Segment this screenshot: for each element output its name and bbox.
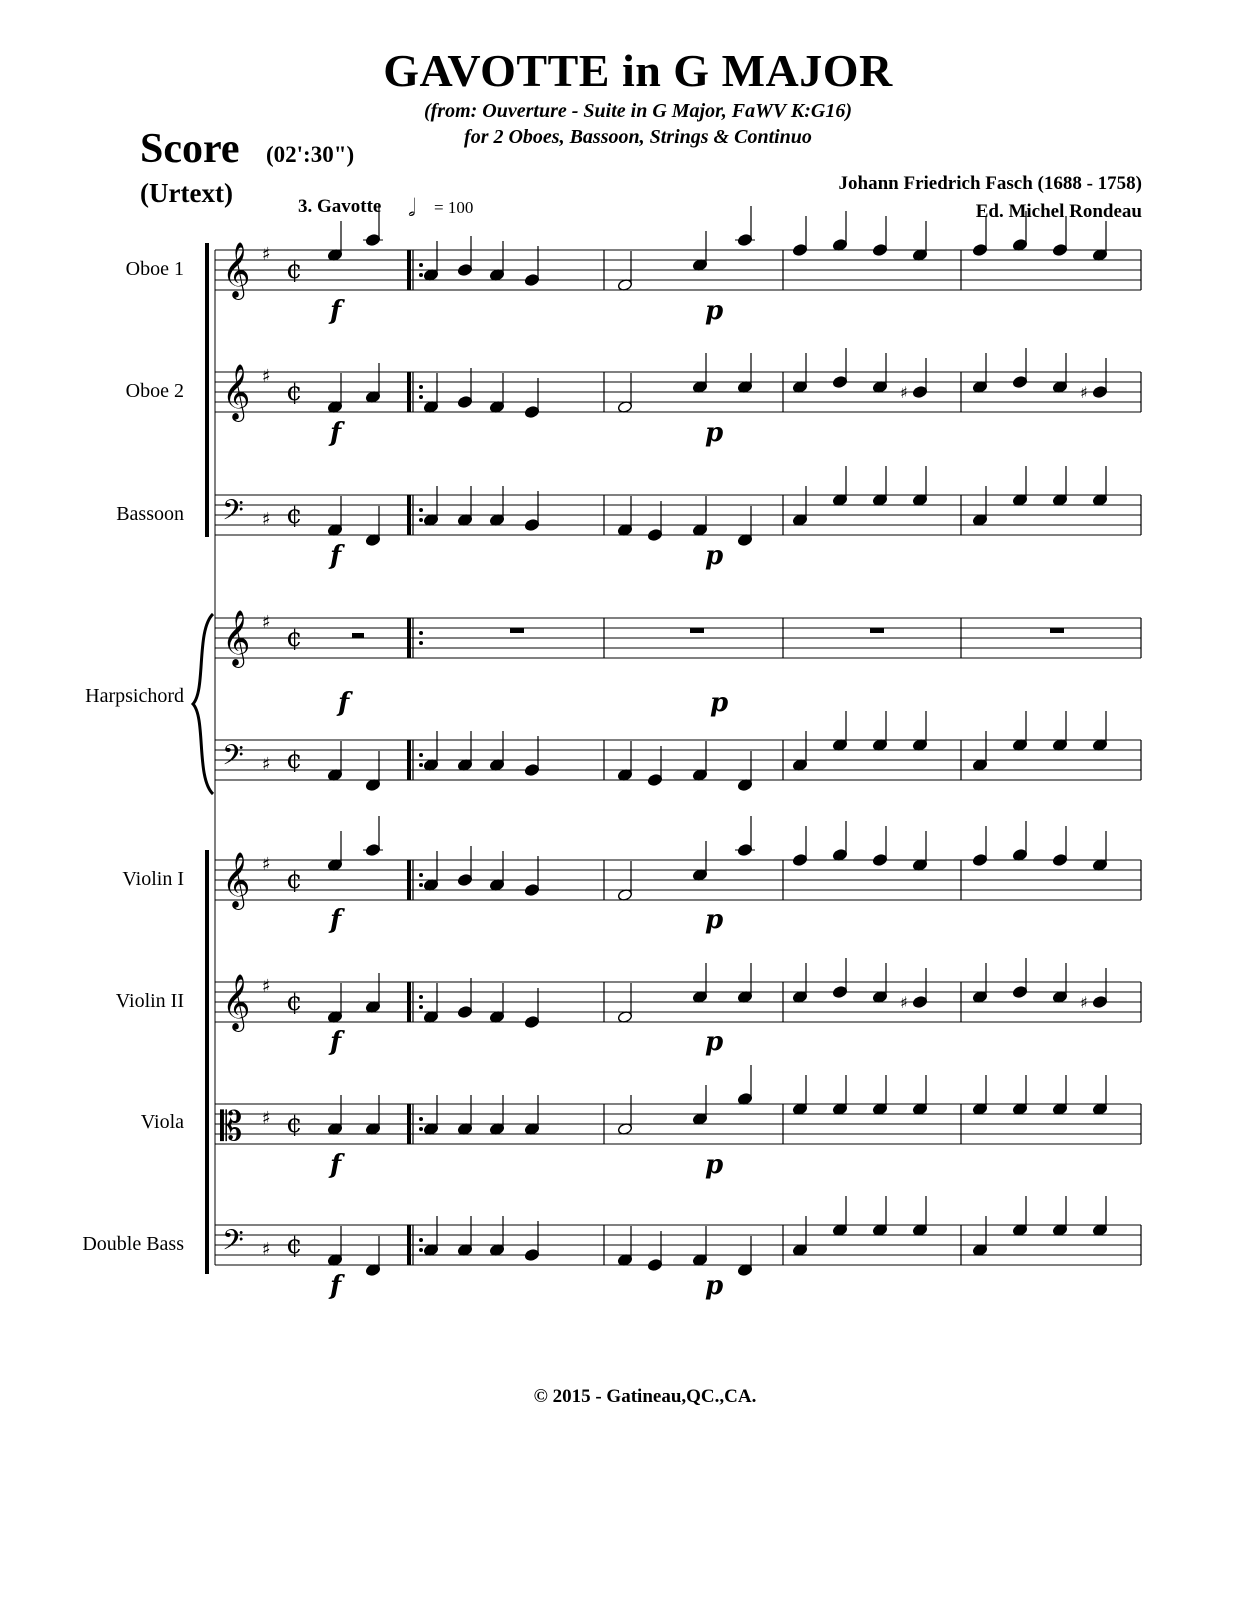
treble-clef-icon: 𝄞 [222,610,251,666]
instrument-label-violin-1: Violin I [122,868,184,890]
note-head [524,1015,539,1028]
cut-time-icon: ¢ [286,745,303,775]
page-title: GAVOTTE in G MAJOR [383,45,893,96]
note-head [524,1248,539,1261]
whole-rest [690,628,704,633]
bass-clef-icon: 𝄢 [222,1224,244,1264]
instrument-label-violin-2: Violin II [115,990,184,1012]
note-head [832,375,847,388]
note-head [972,853,987,866]
dynamic-piano: p [705,1150,724,1180]
treble-clef-icon: 𝄞 [222,852,251,908]
note-head [792,853,807,866]
dynamic-piano: p [705,1271,724,1301]
copyright: © 2015 - Gatineau,QC.,CA. [533,1386,757,1407]
repeat-thick-barline [407,1225,411,1265]
repeat-thick-barline [407,1104,411,1144]
note-head [524,883,539,896]
note-head [1092,995,1107,1008]
instrument-label-oboe-2: Oboe 2 [125,380,184,402]
movement-label: 3. Gavotte [298,196,382,217]
dynamic-forte: f [338,688,350,718]
note-head [832,985,847,998]
treble-clef-icon: 𝄞 [222,974,251,1030]
cut-time-icon: ¢ [286,255,303,285]
note-head [912,995,927,1008]
repeat-dot [419,753,423,757]
repeat-dot [419,631,423,635]
repeat-dot [419,883,423,887]
note-head [457,873,472,886]
whole-rest [510,628,524,633]
repeat-dot [419,1248,423,1252]
instrumentation: for 2 Oboes, Bassoon, Strings & Continuo [464,126,812,148]
treble-clef-icon: 𝄞 [222,364,251,420]
repeat-dot [419,1238,423,1242]
dynamic-piano: p [705,418,724,448]
note-head [1012,985,1027,998]
repeat-dot [419,395,423,399]
key-signature-sharp-icon: ♯ [262,244,271,265]
dynamic-forte: f [330,1271,342,1301]
cut-time-icon: ¢ [286,1230,303,1260]
note-head [912,385,927,398]
bass-clef-icon: 𝄢 [222,739,244,779]
instrument-label-viola: Viola [140,1111,184,1133]
key-signature-sharp-icon: ♯ [262,1108,271,1129]
repeat-thick-barline [407,495,411,535]
repeat-thick-barline [407,618,411,658]
key-signature-sharp-icon: ♯ [262,754,271,775]
duration: (02':30") [266,142,355,167]
urtext-label: (Urtext) [140,178,233,208]
accidental-sharp-icon: ♯ [1080,383,1088,402]
repeat-thick-barline [407,860,411,900]
repeat-dot [419,995,423,999]
dynamic-forte: f [330,1027,342,1057]
accidental-sharp-icon: ♯ [1080,993,1088,1012]
whole-rest [1050,628,1064,633]
repeat-dot [419,1117,423,1121]
instrument-label-double-bass: Double Bass [82,1233,184,1255]
note-head [1052,243,1067,256]
key-signature-sharp-icon: ♯ [262,612,271,633]
dynamic-forte: f [330,905,342,935]
alto-clef-icon: 𝄡 [220,1104,243,1150]
key-signature-sharp-icon: ♯ [262,1239,271,1260]
harpsichord-brace [193,614,213,794]
instrument-label-oboe-1: Oboe 1 [125,258,184,280]
editor: Ed. Michel Rondeau [975,201,1142,222]
dynamic-forte: f [330,541,342,571]
note-head [1052,853,1067,866]
note-head [1092,385,1107,398]
cut-time-icon: ¢ [286,1109,303,1139]
bracket-strings [205,850,209,1274]
dynamic-piano: p [705,296,724,326]
dynamic-forte: f [330,1150,342,1180]
note-head [792,243,807,256]
tempo-half-note-icon: 𝅗𝅥 [408,194,416,222]
half-rest [352,633,364,638]
subtitle: (from: Ouverture - Suite in G Major, FaWV K:G16) [423,100,852,122]
composer: Johann Friedrich Fasch (1688 - 1758) [838,173,1142,194]
bass-clef-icon: 𝄢 [222,494,244,534]
instrument-label-bassoon: Bassoon [116,503,184,525]
note-head [647,1258,662,1271]
repeat-dot [419,1127,423,1131]
cut-time-icon: ¢ [286,865,303,895]
note-head [524,518,539,531]
note-head [1012,375,1027,388]
note-head [872,853,887,866]
accidental-sharp-icon: ♯ [900,993,908,1012]
note-head [457,263,472,276]
repeat-dot [419,518,423,522]
repeat-dot [419,763,423,767]
repeat-thick-barline [407,250,411,290]
treble-clef-icon: 𝄞 [222,242,251,298]
repeat-thick-barline [407,372,411,412]
note-head [457,1005,472,1018]
cut-time-icon: ¢ [286,500,303,530]
tempo-marking: = 100 [434,198,474,217]
note-head [972,243,987,256]
key-signature-sharp-icon: ♯ [262,854,271,875]
dynamic-piano: p [705,1027,724,1057]
key-signature-sharp-icon: ♯ [262,366,271,387]
repeat-dot [419,263,423,267]
repeat-thick-barline [407,982,411,1022]
note-head [872,243,887,256]
note-head [647,528,662,541]
cut-time-icon: ¢ [286,987,303,1017]
instrument-label-harpsichord: Harpsichord [85,685,184,707]
repeat-dot [419,508,423,512]
key-signature-sharp-icon: ♯ [262,509,271,530]
note-head [457,395,472,408]
whole-rest [870,628,884,633]
repeat-dot [419,273,423,277]
repeat-dot [419,1005,423,1009]
note-head [524,763,539,776]
repeat-dot [419,385,423,389]
repeat-dot [419,873,423,877]
note-head [524,273,539,286]
note-head [524,405,539,418]
dynamic-forte: f [330,418,342,448]
cut-time-icon: ¢ [286,623,303,653]
key-signature-sharp-icon: ♯ [262,976,271,997]
note-head [647,773,662,786]
repeat-thick-barline [407,740,411,780]
accidental-sharp-icon: ♯ [900,383,908,402]
cut-time-icon: ¢ [286,377,303,407]
score-label: Score [140,126,240,172]
dynamic-piano: p [705,905,724,935]
repeat-dot [419,641,423,645]
bracket-woodwinds [205,243,209,537]
dynamic-piano: p [710,688,729,718]
dynamic-forte: f [330,296,342,326]
dynamic-piano: p [705,541,724,571]
